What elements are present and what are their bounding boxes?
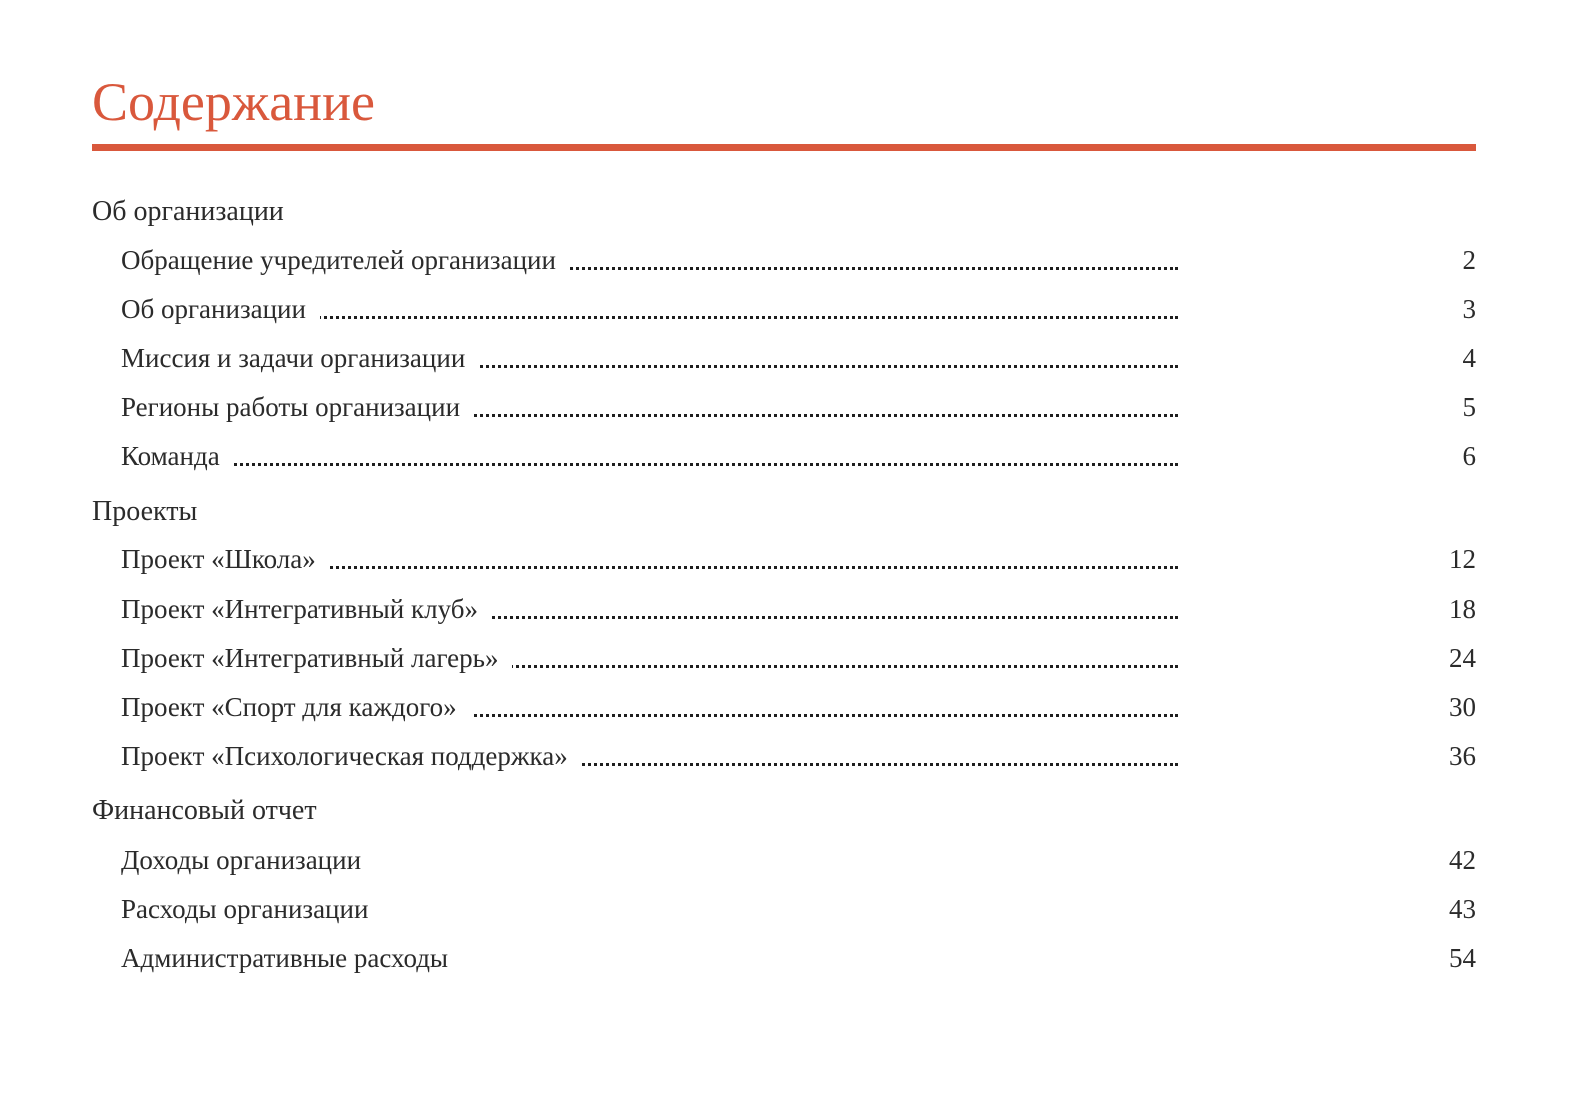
toc-entry[interactable] xyxy=(121,244,1476,278)
toc-entry[interactable] xyxy=(121,893,1476,927)
toc-entry-page-number: 12 xyxy=(1449,544,1476,574)
toc-entry-page-number: 2 xyxy=(1462,245,1476,275)
toc-entry-page-number: 42 xyxy=(1449,845,1476,875)
section-heading-financial-report: Финансовый отчет xyxy=(92,795,317,826)
toc-entry[interactable] xyxy=(121,440,1476,474)
toc-entry-label: Команда xyxy=(121,440,234,472)
toc-entry-label: Об организации xyxy=(121,293,320,325)
toc-entry[interactable] xyxy=(121,942,1476,976)
toc-entry-label: Миссия и задачи организации xyxy=(121,342,479,374)
toc-entry[interactable] xyxy=(121,391,1476,425)
toc-entry-page-number: 54 xyxy=(1449,943,1476,973)
section-heading-about: Об организации xyxy=(92,196,284,227)
toc-entry-label: Расходы организации xyxy=(121,893,382,925)
toc-entry[interactable] xyxy=(121,342,1476,376)
toc-entry[interactable] xyxy=(121,293,1476,327)
toc-entry-label: Проект «Спорт для каждого» xyxy=(121,691,471,723)
toc-entry-label: Доходы организации xyxy=(121,844,375,876)
section-heading-projects: Проекты xyxy=(92,496,198,527)
toc-entry[interactable] xyxy=(121,642,1476,676)
toc-entry[interactable] xyxy=(121,593,1476,627)
toc-entry-label: Проект «Школа» xyxy=(121,543,330,575)
dot-leader xyxy=(121,463,1178,466)
toc-entry-page-number: 18 xyxy=(1449,594,1476,624)
toc-entry-label: Обращение учредителей организации xyxy=(121,244,570,276)
toc-entry-page-number: 24 xyxy=(1449,643,1476,673)
toc-entry[interactable] xyxy=(121,740,1476,774)
toc-entry-label: Проект «Интегративный клуб» xyxy=(121,593,492,625)
toc-entry-page-number: 4 xyxy=(1462,343,1476,373)
toc-entry[interactable] xyxy=(121,543,1476,577)
toc-entry-label: Регионы работы организации xyxy=(121,391,474,423)
page-title: Содержание xyxy=(92,72,375,132)
toc-entry-page-number: 36 xyxy=(1449,741,1476,771)
toc-entry-page-number: 30 xyxy=(1449,692,1476,722)
toc-entry-page-number: 6 xyxy=(1462,441,1476,471)
toc-entry-label: Проект «Психологическая поддержка» xyxy=(121,740,582,772)
toc-entry-page-number: 43 xyxy=(1449,894,1476,924)
toc-entry-page-number: 5 xyxy=(1462,392,1476,422)
toc-entry-page-number: 3 xyxy=(1462,294,1476,324)
toc-entry-label: Административные расходы xyxy=(121,942,462,974)
toc-entry-label: Проект «Интегративный лагерь» xyxy=(121,642,512,674)
toc-entry[interactable] xyxy=(121,844,1476,878)
toc-entry[interactable] xyxy=(121,691,1476,725)
